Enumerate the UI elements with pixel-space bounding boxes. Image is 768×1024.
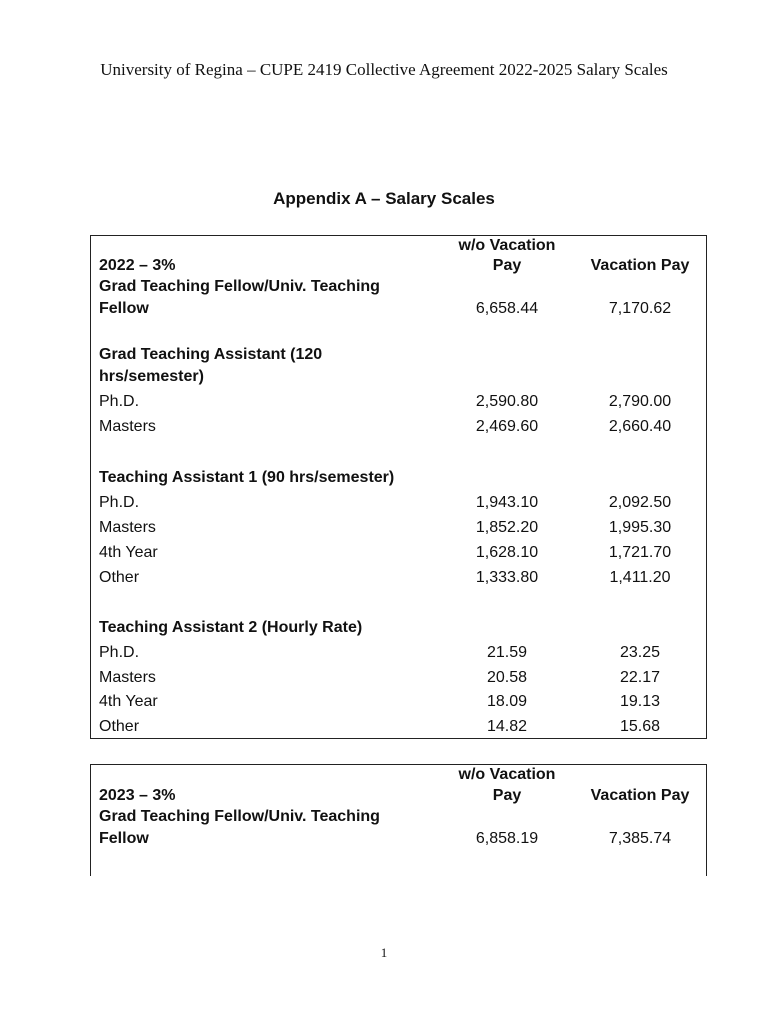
gtf-vac-value: 7,170.62 <box>608 300 672 317</box>
gtf-label-line2: Fellow <box>99 300 149 317</box>
ta1-title-text: Teaching Assistant 1 (90 hrs/semester) <box>99 469 395 486</box>
gta-title-line2: hrs/semester) <box>99 368 204 385</box>
column-header-wo-vacation-line2: Pay <box>492 787 522 804</box>
gta-title-line1: Grad Teaching Assistant (120 <box>99 346 323 363</box>
document-header: University of Regina – CUPE 2419 Collective Agreement 2022-2025 Salary Scales <box>100 60 668 79</box>
wo-value: 1,852.20 <box>475 519 539 536</box>
wo-value: 18.09 <box>486 693 528 710</box>
gtf-wo-value: 6,658.44 <box>475 300 539 317</box>
row-label: 4th Year <box>99 544 158 561</box>
row-label: Masters <box>99 418 156 435</box>
wo-value: 2,590.80 <box>475 393 539 410</box>
row-label: Other <box>99 569 140 586</box>
column-header-wo-vacation: w/o Vacation <box>458 237 556 254</box>
ta2-title-text: Teaching Assistant 2 (Hourly Rate) <box>99 619 363 636</box>
vac-value: 19.13 <box>619 693 661 710</box>
row-label: Ph.D. <box>99 644 140 661</box>
row-label: Ph.D. <box>99 393 140 410</box>
appendix-title: Appendix A – Salary Scales <box>273 189 495 208</box>
vac-value: 1,721.70 <box>608 544 672 561</box>
gtf-label: Grad Teaching Fellow/Univ. Teaching <box>99 278 380 295</box>
wo-value: 2,469.60 <box>475 418 539 435</box>
column-header-vacation-pay: Vacation Pay <box>590 257 690 274</box>
row-label: 4th Year <box>99 693 158 710</box>
salary-scale-2022-table <box>90 235 707 739</box>
gtf-wo-value: 6,858.19 <box>475 830 539 847</box>
gtf-label-line2: Fellow <box>99 830 149 847</box>
vac-value: 1,411.20 <box>609 569 671 586</box>
column-header-wo-vacation-line2: Pay <box>492 257 522 274</box>
year-label: 2023 – 3% <box>99 787 176 804</box>
wo-value: 1,628.10 <box>475 544 539 561</box>
page-number: 1 <box>380 945 388 960</box>
salary-scale-2023-table <box>90 764 707 876</box>
wo-value: 14.82 <box>486 718 528 735</box>
vac-value: 2,660.40 <box>608 418 672 435</box>
vac-value: 2,790.00 <box>608 393 672 410</box>
wo-value: 21.59 <box>486 644 528 661</box>
gtf-vac-value: 7,385.74 <box>608 830 672 847</box>
row-label: Masters <box>99 519 156 536</box>
column-header-vacation-pay: Vacation Pay <box>590 787 690 804</box>
vac-value: 15.68 <box>619 718 661 735</box>
gtf-label: Grad Teaching Fellow/Univ. Teaching <box>99 808 380 825</box>
row-label: Ph.D. <box>99 494 140 511</box>
row-label: Other <box>99 718 140 735</box>
vac-value: 2,092.50 <box>608 494 672 511</box>
wo-value: 20.58 <box>486 669 528 686</box>
wo-value: 1,333.80 <box>475 569 539 586</box>
wo-value: 1,943.10 <box>475 494 539 511</box>
vac-value: 1,995.30 <box>608 519 672 536</box>
column-header-wo-vacation: w/o Vacation <box>458 766 556 783</box>
year-label: 2022 – 3% <box>99 257 176 274</box>
vac-value: 22.17 <box>619 669 661 686</box>
row-label: Masters <box>99 669 156 686</box>
vac-value: 23.25 <box>619 644 661 661</box>
